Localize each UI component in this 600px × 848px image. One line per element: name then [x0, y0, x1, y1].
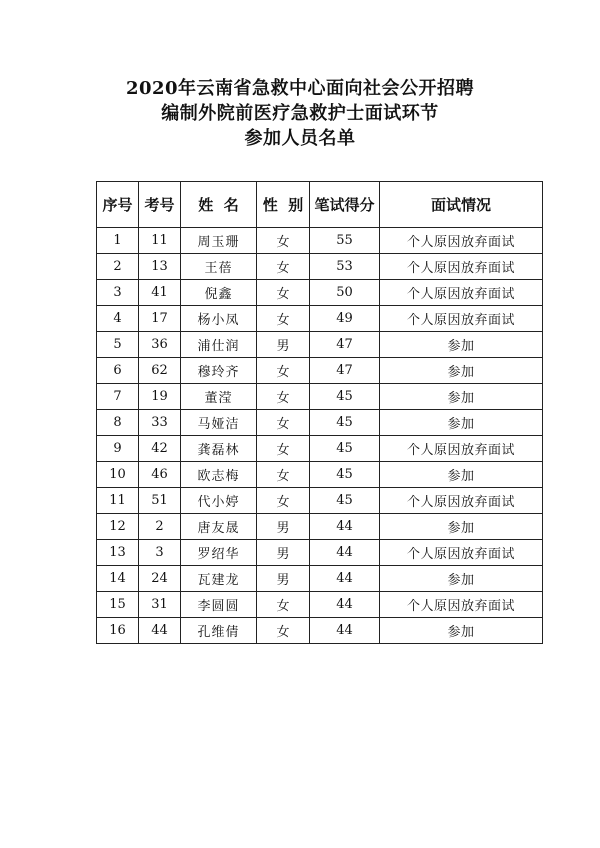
row-gender: 男: [257, 566, 310, 592]
row-exam-id: 46: [139, 462, 181, 488]
table-row: [97, 540, 543, 566]
row-index: 13: [97, 540, 139, 566]
row-name: 王蓓: [181, 254, 257, 280]
row-written-score: 44: [310, 592, 380, 618]
row-written-score: 50: [310, 280, 380, 306]
table-row: [97, 566, 543, 592]
table-row: [97, 280, 543, 306]
row-index: 14: [97, 566, 139, 592]
title-line-1: 2020年云南省急救中心面向社会公开招聘: [125, 78, 475, 99]
row-name: 浦仕润: [181, 332, 257, 358]
row-name: 马娅洁: [181, 410, 257, 436]
row-index: 1: [97, 228, 139, 254]
table-row: [97, 488, 543, 514]
row-gender: 男: [257, 332, 310, 358]
row-index: 10: [97, 462, 139, 488]
row-exam-id: 3: [139, 540, 181, 566]
table-row: [97, 618, 543, 644]
row-name: 杨小凤: [181, 306, 257, 332]
row-name: 欧志梅: [181, 462, 257, 488]
row-gender: 女: [257, 410, 310, 436]
row-interview-status: 参加: [380, 358, 543, 384]
row-written-score: 45: [310, 488, 380, 514]
row-index: 9: [97, 436, 139, 462]
row-index: 6: [97, 358, 139, 384]
row-index: 2: [97, 254, 139, 280]
row-written-score: 44: [310, 618, 380, 644]
row-written-score: 45: [310, 410, 380, 436]
header-interview-status: 面试情况: [380, 182, 543, 228]
row-gender: 女: [257, 254, 310, 280]
header-gender: 性 别: [257, 182, 310, 228]
header-name: 姓 名: [181, 182, 257, 228]
row-gender: 女: [257, 618, 310, 644]
row-gender: 女: [257, 436, 310, 462]
table-row: [97, 436, 543, 462]
table-row: [97, 254, 543, 280]
row-exam-id: 31: [139, 592, 181, 618]
row-interview-status: 参加: [380, 410, 543, 436]
row-interview-status: 个人原因放弃面试: [380, 280, 543, 306]
row-gender: 男: [257, 514, 310, 540]
row-index: 15: [97, 592, 139, 618]
row-exam-id: 62: [139, 358, 181, 384]
row-name: 李圆圆: [181, 592, 257, 618]
row-written-score: 53: [310, 254, 380, 280]
table-row: [97, 462, 543, 488]
row-name: 倪鑫: [181, 280, 257, 306]
row-exam-id: 51: [139, 488, 181, 514]
table-row: [97, 358, 543, 384]
row-exam-id: 44: [139, 618, 181, 644]
row-written-score: 47: [310, 332, 380, 358]
title-line-2: 编制外院前医疗急救护士面试环节: [161, 103, 439, 124]
row-exam-id: 2: [139, 514, 181, 540]
row-index: 4: [97, 306, 139, 332]
title-line-3: 参加人员名单: [244, 128, 356, 149]
row-written-score: 45: [310, 384, 380, 410]
row-gender: 女: [257, 592, 310, 618]
row-exam-id: 13: [139, 254, 181, 280]
table-body: [97, 228, 543, 644]
row-name: 罗绍华: [181, 540, 257, 566]
row-written-score: 44: [310, 540, 380, 566]
row-index: 12: [97, 514, 139, 540]
document-title: [0, 76, 600, 151]
row-index: 16: [97, 618, 139, 644]
row-name: 周玉珊: [181, 228, 257, 254]
interview-roster-table: [96, 181, 543, 644]
table-row: [97, 332, 543, 358]
row-written-score: 47: [310, 358, 380, 384]
row-written-score: 44: [310, 514, 380, 540]
row-name: 董滢: [181, 384, 257, 410]
table-row: [97, 228, 543, 254]
row-gender: 女: [257, 228, 310, 254]
row-interview-status: 参加: [380, 514, 543, 540]
row-interview-status: 参加: [380, 566, 543, 592]
row-gender: 女: [257, 488, 310, 514]
header-index: 序号: [97, 182, 139, 228]
row-exam-id: 33: [139, 410, 181, 436]
row-gender: 女: [257, 358, 310, 384]
row-name: 代小婷: [181, 488, 257, 514]
table-row: [97, 410, 543, 436]
table-row: [97, 592, 543, 618]
table-row: [97, 514, 543, 540]
row-exam-id: 11: [139, 228, 181, 254]
row-interview-status: 个人原因放弃面试: [380, 306, 543, 332]
row-exam-id: 41: [139, 280, 181, 306]
row-name: 瓦建龙: [181, 566, 257, 592]
table-row: [97, 384, 543, 410]
row-interview-status: 个人原因放弃面试: [380, 228, 543, 254]
row-written-score: 45: [310, 462, 380, 488]
row-name: 孔维倩: [181, 618, 257, 644]
header-written-score: 笔试得分: [310, 182, 380, 228]
row-gender: 女: [257, 306, 310, 332]
row-interview-status: 参加: [380, 384, 543, 410]
row-gender: 女: [257, 384, 310, 410]
row-exam-id: 24: [139, 566, 181, 592]
row-interview-status: 个人原因放弃面试: [380, 592, 543, 618]
row-written-score: 44: [310, 566, 380, 592]
row-index: 3: [97, 280, 139, 306]
row-exam-id: 19: [139, 384, 181, 410]
row-interview-status: 个人原因放弃面试: [380, 488, 543, 514]
row-interview-status: 参加: [380, 462, 543, 488]
row-interview-status: 个人原因放弃面试: [380, 254, 543, 280]
table-row: [97, 306, 543, 332]
row-index: 5: [97, 332, 139, 358]
row-exam-id: 36: [139, 332, 181, 358]
row-index: 11: [97, 488, 139, 514]
row-interview-status: 参加: [380, 332, 543, 358]
row-index: 8: [97, 410, 139, 436]
row-name: 龚磊林: [181, 436, 257, 462]
row-name: 唐友晟: [181, 514, 257, 540]
row-written-score: 55: [310, 228, 380, 254]
row-written-score: 49: [310, 306, 380, 332]
row-written-score: 45: [310, 436, 380, 462]
header-exam-id: 考号: [139, 182, 181, 228]
row-interview-status: 个人原因放弃面试: [380, 540, 543, 566]
row-gender: 女: [257, 462, 310, 488]
row-gender: 男: [257, 540, 310, 566]
table-header-row: [97, 182, 543, 228]
row-gender: 女: [257, 280, 310, 306]
row-name: 穆玲齐: [181, 358, 257, 384]
row-interview-status: 个人原因放弃面试: [380, 436, 543, 462]
row-interview-status: 参加: [380, 618, 543, 644]
row-exam-id: 42: [139, 436, 181, 462]
row-index: 7: [97, 384, 139, 410]
row-exam-id: 17: [139, 306, 181, 332]
